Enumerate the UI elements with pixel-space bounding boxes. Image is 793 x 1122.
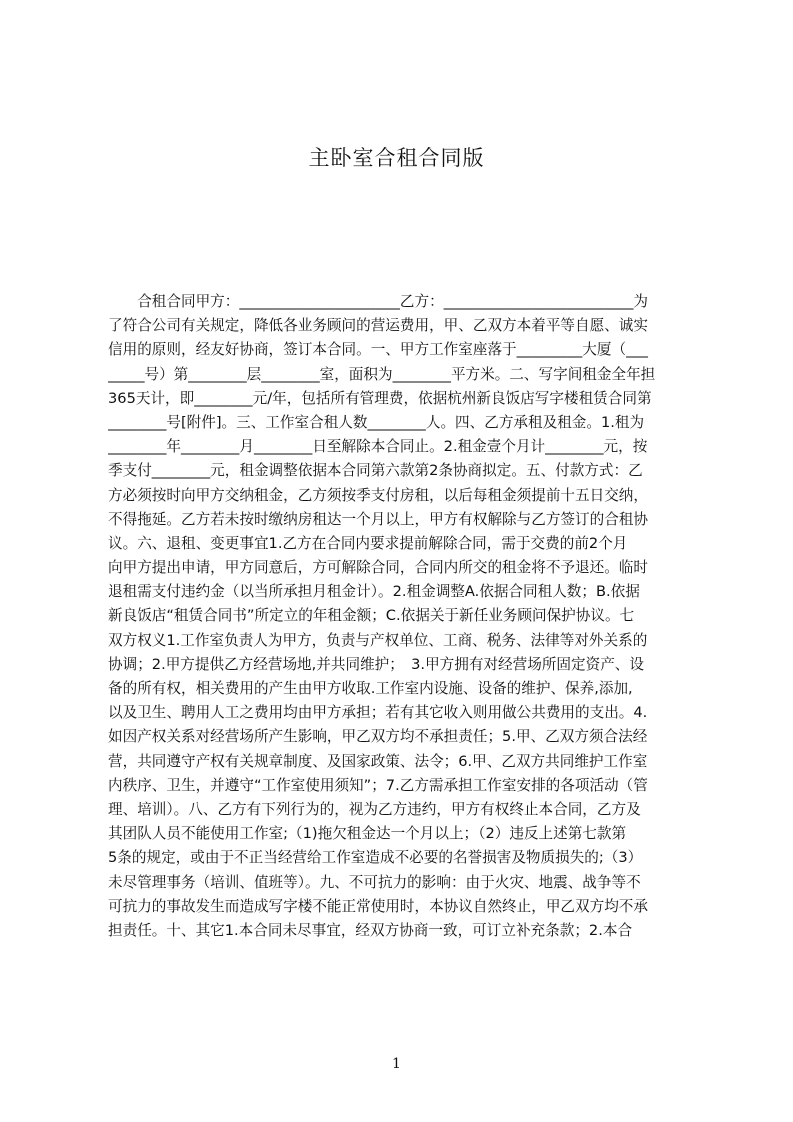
text-line: 向甲方提出申请，甲方同意后，方可解除合同，合同内所交的租金将不予退还。临时 [108, 559, 648, 577]
text-line: 议。六、退租、变更事宜1.乙方在合同内要求提前解除合同，需于交费的前2个月 [108, 534, 628, 552]
text-line: 未尽管理事务（培训、值班等）。九、不可抗力的影响：由于火灾、地震、战争等不 [108, 873, 641, 891]
text-line: 理、培训）。八、乙方有下列行为的，视为乙方违约，甲方有权终止本合同，乙方及 [108, 800, 641, 818]
text-line: 新良饭店“租赁合同书”所定立的年租金额；C.依据关于新任业务顾问保护协议。七 [108, 607, 635, 625]
text-line: 季支付________元，租金调整依据本合同第六款第2条协商拟定。五、付款方式：乙 [108, 462, 643, 480]
text-line: _____号）第________层________室，面积为________平方米。二、写字间租金全年担 [108, 365, 656, 383]
text-line: 其团队人员不能使用工作室;（1)拖欠租金达一个月以上；（2）违反上述第七款第 [108, 825, 627, 843]
text-line: 合租合同甲方：______________________乙方：__________________________为 [108, 293, 648, 310]
text-line: 担责任。十、其它1.本合同未尽事宜，经双方协商一致，可订立补充条款；2.本合 [108, 921, 633, 939]
page-number: 1 [392, 1056, 401, 1072]
text-line: 不得拖延。乙方若未按时缴纳房租达一个月以上，甲方有权解除与乙方签订的合租协 [108, 510, 648, 528]
text-line: 方必须按时向甲方交纳租金，乙方须按季支付房租，以后每租金须提前十五日交纳， [108, 486, 648, 504]
text-line: 退租需支付违约金（以当所承担月租金计）。2.租金调整A.依据合同租人数；B.依据 [108, 583, 640, 601]
text-line: 双方权义1.工作室负责人为甲方，负责与产权单位、工商、税务、法律等对外关系的 [108, 631, 648, 649]
text-line: 备的所有权，相关费用的产生由甲方收取.工作室内设施、设备的维护、保养,添加, [108, 680, 633, 697]
text-line: 了符合公司有关规定，降低各业务顾问的营运费用，甲、乙双方本着平等自愿、诚实 [108, 317, 648, 335]
text-line: 信用的原则，经友好协商，签订本合同。一、甲方工作室座落于_________大厦（___ [108, 341, 648, 359]
text-line: 协调；2.甲方提供乙方经营场地,并共同维护； 3.甲方拥有对经营场所固定资产、设 [108, 655, 644, 673]
text-line: 内秩序、卫生，并遵守“工作室使用须知”；7.乙方需承担工作室安排的各项活动（管 [108, 776, 648, 794]
text-line: 营，共同遵守产权有关规章制度、及国家政策、法令；6.甲、乙双方共同维护工作室 [108, 752, 648, 770]
text-line: 5条的规定，或由于不正当经营给工作室造成不必要的名誉损害及物质损失的;（3） [108, 849, 643, 867]
contract-body [108, 290, 700, 943]
document-title: 主卧室合租合同版 [308, 146, 485, 170]
text-line: 如因产权关系对经营场所产生影响，甲乙双方均不承担责任；5.甲、乙双方须合法经 [108, 728, 648, 746]
text-line: 365天计，即________元/年，包括所有管理费，依据杭州新良饭店写字楼租赁合同第 [108, 389, 652, 407]
text-line: ________年________月________日至解除本合同止。2.租金壹个月计________元，按 [108, 438, 648, 456]
text-line: ________号[附件]。三、工作室合租人数________人。四、乙方承租及租金。1.租为 [108, 413, 645, 431]
text-line: 以及卫生、聘用人工之费用均由甲方承担；若有其它收入则用做公共费用的支出。4. [108, 704, 648, 722]
text-line: 可抗力的事故发生而造成写字楼不能正常使用时，本协议自然终止，甲乙双方均不承 [108, 897, 648, 915]
